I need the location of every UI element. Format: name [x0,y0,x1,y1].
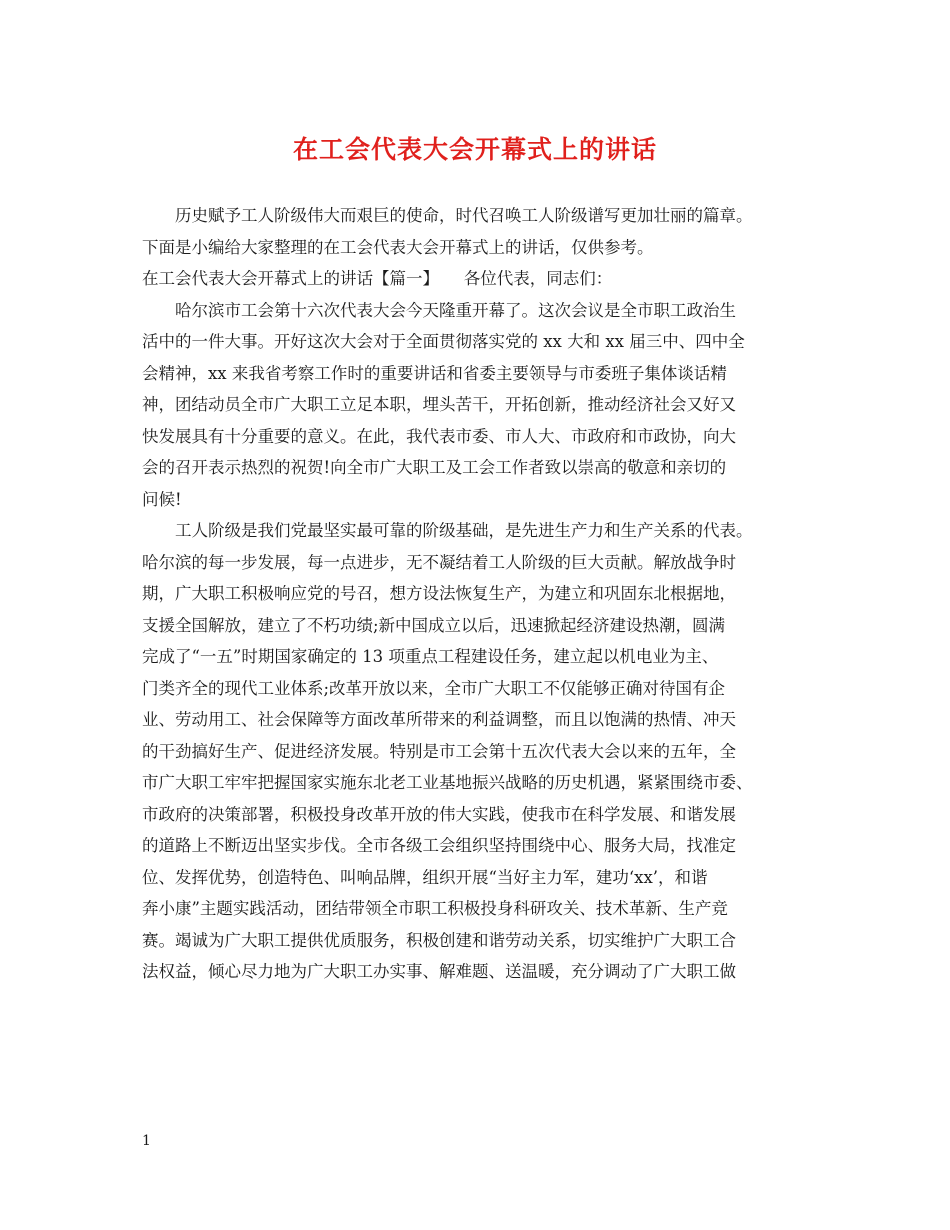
text-line: 位、发挥优势，创造特色、叫响品牌，组织开展“当好主力军，建功‘xx’，和谐 [142,867,708,887]
text-line: 哈尔滨市工会第十六次代表大会今天隆重开幕了。这次会议是全市职工政治生 [175,300,736,320]
text-line: 会的召开表示热烈的祝贺!向全市广大职工及工会工作者致以崇高的敬意和亲切的 [142,458,727,477]
text-line: 会精神，xx 来我省考察工作时的重要讲话和省委主要领导与市委班子集体谈话精 [142,363,727,383]
text-line: 快发展具有十分重要的意义。在此，我代表市委、市人大、市政府和市政协，向大 [142,426,736,446]
text-line: 完成了“一五”时期国家确定的 13 项重点工程建设任务，建立起以机电业为主、 [142,647,719,666]
document-body [142,200,820,988]
text-line: 的干劲搞好生产、促进经济发展。特别是市工会第十五次代表大会以来的五年，全 [142,741,736,761]
text-line: 活中的一件大事。开好这次大会对于全面贯彻落实党的 xx 大和 xx 届三中、四中全 [142,332,745,351]
text-line: 下面是小编给大家整理的在工会代表大会开幕式上的讲话，仅供参考。 [142,237,654,257]
text-line: 神，团结动员全市广大职工立足本职，埋头苦干，开拓创新，推动经济社会又好又 [142,395,736,414]
text-line: 哈尔滨的每一步发展，每一点进步，无不凝结着工人阶级的巨大贡献。解放战争时 [142,552,736,572]
text-line: 工人阶级是我们党最坚实最可靠的阶级基础，是先进生产力和生产关系的代表。 [175,521,753,540]
text-line: 法权益，倾心尽力地为广大职工办实事、解难题、送温暖，充分调动了广大职工做 [142,962,736,981]
text-line: 奔小康”主题实践活动，团结带领全市职工积极投身科研攻关、技术革新、生产竞 [142,899,728,918]
text-line: 门类齐全的现代工业体系;改革开放以来，全市广大职工不仅能够正确对待国有企 [142,678,726,698]
text-line: 期，广大职工积极响应党的号召，想方设法恢复生产，为建立和巩固东北根据地， [142,584,736,603]
text-line: 历史赋予工人阶级伟大而艰巨的使命，时代召唤工人阶级谱写更加壮丽的篇章。 [175,206,753,225]
text-line: 的道路上不断迈出坚实步伐。全市各级工会组织坚持围绕中心、服务大局，找准定 [142,836,736,855]
text-line: 在工会代表大会开幕式上的讲话【篇一】 各位代表，同志们： [142,269,613,288]
text-line: 市政府的决策部署，积极投身改革开放的伟大实践，使我市在科学发展、和谐发展 [142,804,736,824]
page-number: 1 [142,1133,151,1149]
text-line: 赛。竭诚为广大职工提供优质服务，积极创建和谐劳动关系，切实维护广大职工合 [142,930,736,950]
text-line: 问候! [142,489,182,509]
text-line: 业、劳动用工、社会保障等方面改革所带来的利益调整，而且以饱满的热情、冲天 [142,710,736,729]
document-title: 在工会代表大会开幕式上的讲话 [292,135,657,164]
text-line: 市广大职工牢牢把握国家实施东北老工业基地振兴战略的历史机遇，紧紧围绕市委、 [142,773,753,792]
text-line: 支援全国解放，建立了不朽功绩;新中国成立以后，迅速掀起经济建设热潮，圆满 [142,615,726,635]
